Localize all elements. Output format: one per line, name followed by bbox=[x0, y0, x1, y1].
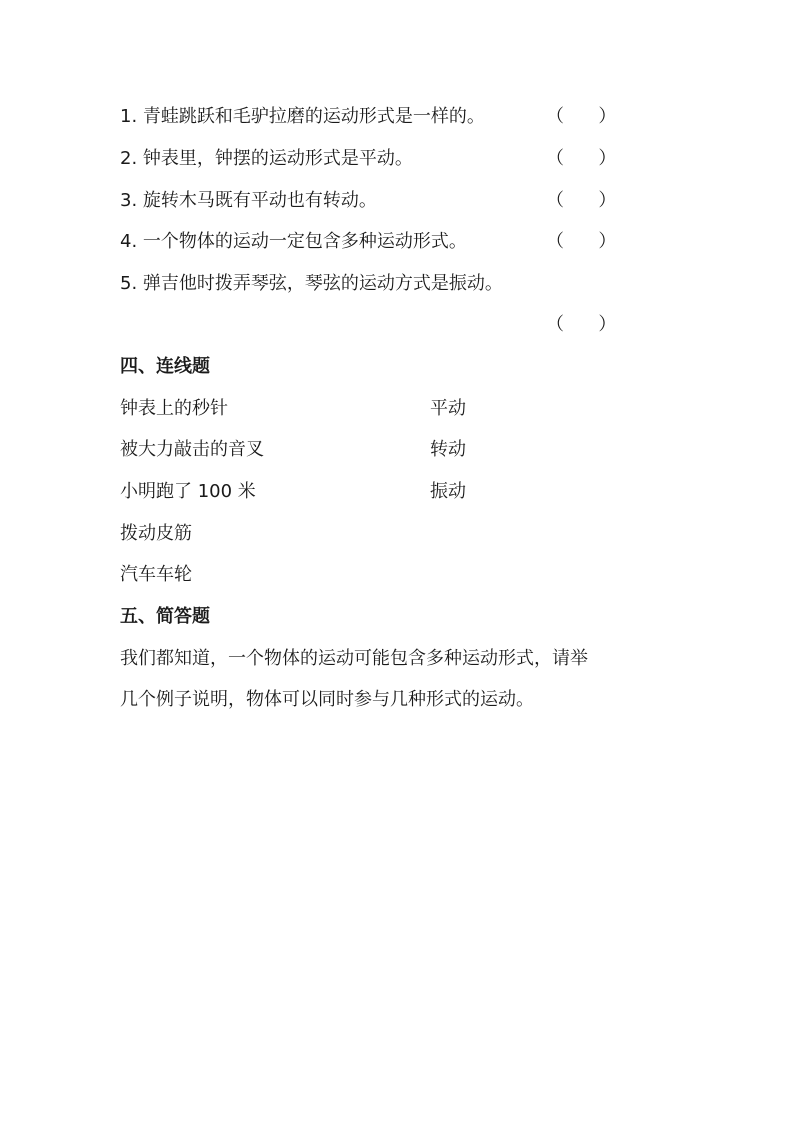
answer-paren-3[interactable]: （ ） bbox=[546, 190, 617, 211]
matching-left-5[interactable]: 汽车车轮 bbox=[120, 564, 192, 585]
matching-right-2[interactable]: 转动 bbox=[430, 439, 466, 460]
answer-paren-5[interactable]: （ ） bbox=[546, 314, 617, 335]
matching-right-3[interactable]: 振动 bbox=[430, 481, 466, 502]
answer-paren-4[interactable]: （ ） bbox=[546, 231, 617, 252]
answer-paren-1[interactable]: （ ） bbox=[546, 106, 617, 127]
matching-left-1[interactable]: 钟表上的秒针 bbox=[120, 398, 228, 419]
matching-left-4[interactable]: 拨动皮筋 bbox=[120, 523, 192, 544]
judgment-item-2: 2. 钟表里，钟摆的运动形式是平动。 bbox=[120, 148, 413, 169]
short-answer-line-1: 我们都知道，一个物体的运动可能包含多种运动形式，请举 bbox=[120, 648, 588, 669]
matching-left-2[interactable]: 被大力敲击的音叉 bbox=[120, 439, 264, 460]
matching-left-3[interactable]: 小明跑了 100 米 bbox=[120, 481, 256, 502]
judgment-item-4: 4. 一个物体的运动一定包含多种运动形式。 bbox=[120, 231, 467, 252]
judgment-item-5: 5. 弹吉他时拨弄琴弦，琴弦的运动方式是振动。 bbox=[120, 273, 503, 294]
judgment-item-3: 3. 旋转木马既有平动也有转动。 bbox=[120, 190, 377, 211]
short-answer-heading: 五、简答题 bbox=[120, 606, 210, 627]
short-answer-line-2: 几个例子说明，物体可以同时参与几种形式的运动。 bbox=[120, 689, 534, 710]
judgment-item-1: 1. 青蛙跳跃和毛驴拉磨的运动形式是一样的。 bbox=[120, 106, 485, 127]
matching-heading: 四、连线题 bbox=[120, 356, 210, 377]
matching-right-1[interactable]: 平动 bbox=[430, 398, 466, 419]
answer-paren-2[interactable]: （ ） bbox=[546, 148, 617, 169]
